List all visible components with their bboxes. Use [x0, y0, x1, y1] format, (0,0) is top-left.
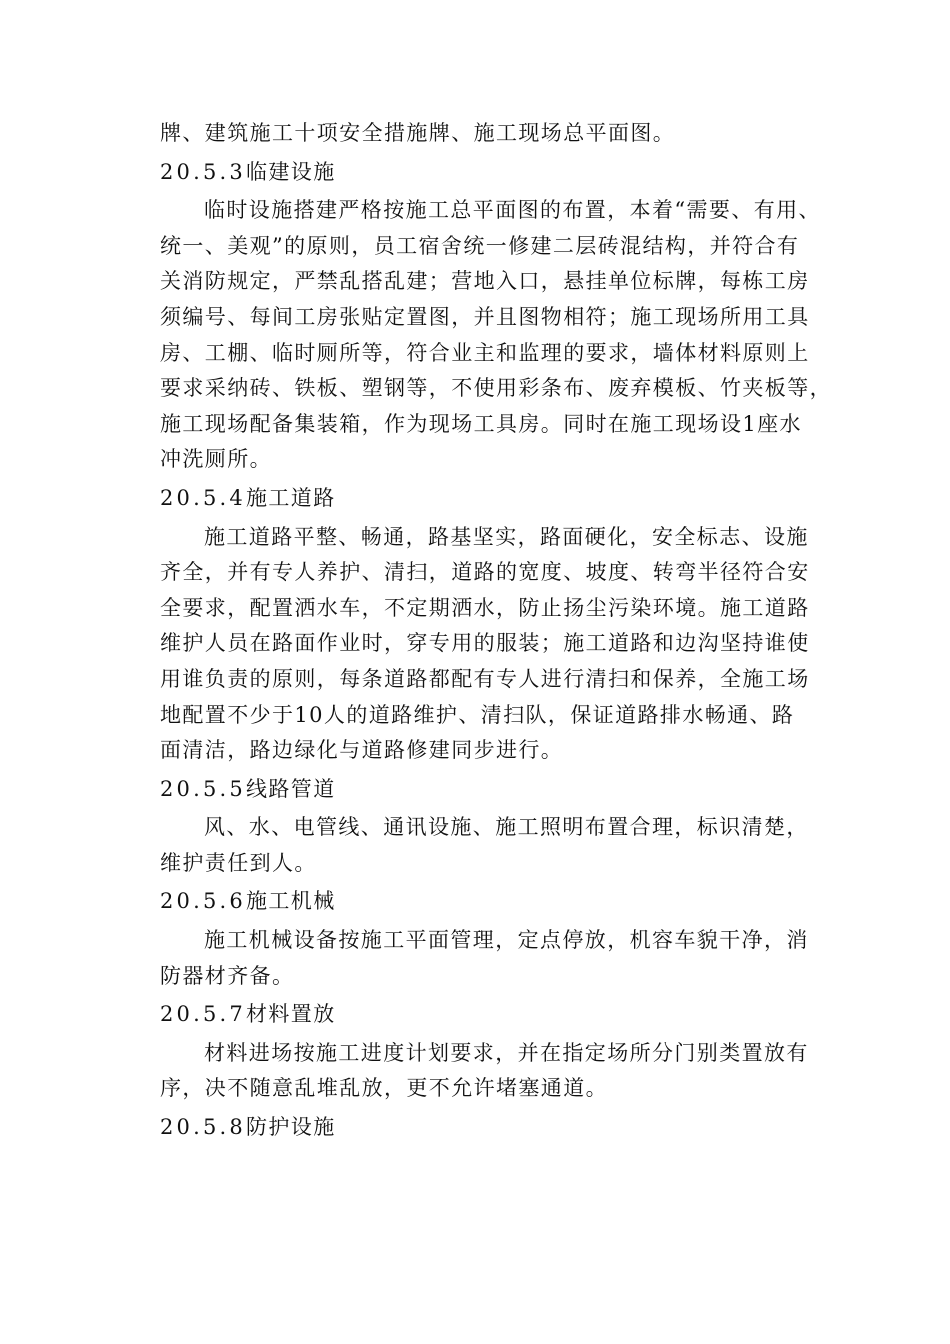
section-heading-20-5-6: [160, 881, 820, 923]
section-heading-20-5-3: [160, 152, 820, 194]
section-paragraph: [160, 923, 820, 994]
text-line: 须编号、每间工房张贴定置图，并且图物相符；施工现场所用工具: [160, 304, 810, 329]
text-line: 冲洗厕所。: [160, 447, 272, 472]
section-title: 防护设施: [246, 1115, 336, 1140]
section-heading-20-5-7: [160, 994, 820, 1036]
text-line: 维护责任到人。: [160, 850, 317, 875]
text-line: 地配置不少于10人的道路维护、清扫队，保证道路排水畅通、路: [160, 702, 795, 727]
continuation-paragraph: [160, 116, 820, 152]
section-number: 20.5.3: [160, 159, 246, 184]
section-number: 20.5.8: [160, 1115, 246, 1140]
section-title: 线路管道: [246, 776, 336, 801]
text-line: 房、工棚、临时厕所等，符合业主和监理的要求，墙体材料原则上: [160, 340, 810, 365]
text-line: 齐全，并有专人养护、清扫，道路的宽度、坡度、转弯半径符合安: [160, 560, 810, 585]
section-number: 20.5.4: [160, 485, 246, 510]
section-paragraph: [160, 1036, 820, 1107]
section-paragraph: [160, 810, 820, 881]
text-line: 防器材齐备。: [160, 963, 295, 988]
text-line: 施工机械设备按施工平面管理，定点停放，机容车貌干净，消: [204, 928, 809, 953]
text-line: 临时设施搭建严格按施工总平面图的布置，本着“需要、有用、: [204, 198, 821, 223]
section-title: 施工道路: [246, 485, 336, 510]
section-title: 施工机械: [246, 889, 336, 914]
section-heading-20-5-4: [160, 478, 820, 520]
text-line: 全要求，配置洒水车，不定期洒水，防止扬尘污染环境。施工道路: [160, 595, 810, 620]
section-paragraph: [160, 520, 820, 769]
text-line: 要求采纳砖、铁板、塑钢等，不使用彩条布、废弃模板、竹夹板等，: [160, 376, 832, 401]
section-number: 20.5.5: [160, 776, 246, 801]
text-line: 关消防规定，严禁乱搭乱建；营地入口，悬挂单位标牌，每栋工房: [160, 269, 810, 294]
section-title: 材料置放: [246, 1002, 336, 1027]
text-line: 风、水、电管线、通讯设施、施工照明布置合理，标识清楚，: [204, 815, 809, 840]
text-line: 序，决不随意乱堆乱放，更不允许堵塞通道。: [160, 1076, 608, 1101]
text-line: 统一、美观”的原则，员工宿舍统一修建二层砖混结构，并符合有: [160, 233, 800, 258]
text-line: 用谁负责的原则，每条道路都配有专人进行清扫和保养，全施工场: [160, 666, 810, 691]
section-paragraph: [160, 193, 832, 478]
text-line: 面清洁，路边绿化与道路修建同步进行。: [160, 738, 564, 763]
section-number: 20.5.6: [160, 889, 246, 914]
text-line: 维护人员在路面作业时，穿专用的服装；施工道路和边沟坚持谁使: [160, 631, 810, 656]
text-line: 施工道路平整、畅通，路基坚实，路面硬化，安全标志、设施: [204, 524, 809, 549]
section-title: 临建设施: [246, 159, 336, 184]
section-heading-20-5-8: [160, 1107, 820, 1149]
text-line: 材料进场按施工进度计划要求，并在指定场所分门别类置放有: [204, 1040, 809, 1065]
text-line: 牌、建筑施工十项安全措施牌、施工现场总平面图。: [160, 121, 676, 145]
document-page: [160, 116, 832, 1149]
section-number: 20.5.7: [160, 1002, 246, 1027]
section-heading-20-5-5: [160, 769, 820, 811]
text-line: 施工现场配备集装箱，作为现场工具房。同时在施工现场设1座水: [160, 411, 802, 436]
